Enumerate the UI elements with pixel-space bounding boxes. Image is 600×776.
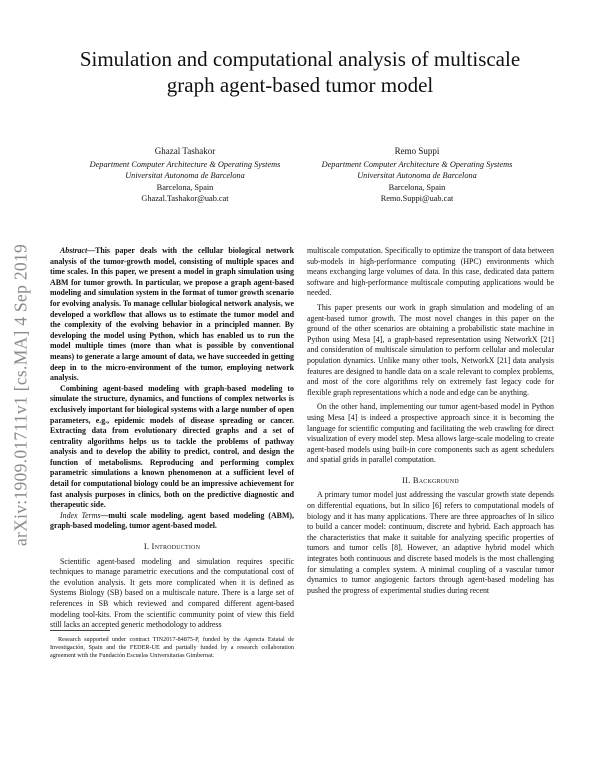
title-line-1: Simulation and computational analysis of multiscale [79, 47, 521, 71]
index-terms [50, 511, 294, 532]
arxiv-sidebar [6, 215, 36, 575]
author-department: Department Computer Architecture & Operating Systems [89, 159, 281, 169]
abstract [50, 246, 294, 384]
body-paragraph: On the other hand, implementing our tumor agent-based model in Python using Mesa [4] is indeed a prospective approach since it is becoming the language for scientific computing and facilitating the web crawling for direct visualization of every model step. Mesa allows large-scale modeling to create agent-based models using built-in core components such as agent schedulers and spatial grids in parallel computation. [307, 402, 554, 465]
footnote: Research supported under contract TIN2017-84875-P, funded by the Agencia Estatal de Investigación, Spain and the FEDER-UE and partially funded by a research collaboration agreement with the Fundación Escuelas Universitarias Gimbernat. [50, 636, 294, 660]
body-paragraph: multiscale computation. Specifically to optimize the transport of data between sub-models in high-performance computing (HPC) environments which means exchanging large volumes of data. In this case, dedicated data pattern software and high-performance multiscale computing applications would be needed. [307, 246, 554, 298]
author-city: Barcelona, Spain [156, 182, 214, 192]
left-column [50, 246, 294, 635]
arxiv-identifier: arXiv:1909.01711v1 [cs.MA] 4 Sep 2019 [10, 243, 31, 547]
index-terms-text: —multi scale modeling, agent based modeling (ABM), graph-based modeling, tumor agent-based model. [50, 510, 294, 531]
author-email: Remo.Suppi@uab.cat [380, 194, 454, 204]
author-block-1 [70, 146, 300, 205]
author-block-2 [302, 146, 532, 205]
author-email: Ghazal.Tashakor@uab.cat [141, 194, 229, 204]
author-department: Department Computer Architecture & Operating Systems [321, 159, 513, 169]
paper-title [40, 46, 560, 98]
section-heading-introduction: I. Introduction [143, 541, 201, 552]
title-line-2: graph agent-based tumor model [166, 73, 434, 97]
abstract-text: —This paper deals with the cellular biological network analysis of the tumor-growth model, consisting of multiple spaces and time scales. In this paper, we present a model in graph simulation using ABM for tumor growth. In particular, we propose a graph agent-based modeling and simulation system in the format of tumor growth scenario for evolving analysis. To manage cellular biological network analysis, we developed a workflow that allows us to estimate the tumor model and the complexity of the evolving behavior in a principled manner. By developing the model using Python, which has enabled us to run the model multiple times (more than what is possible by conventional means) to generate a large amount of data, we have succeeded in getting deep in to the micro-environment of the tumor, employing network analysis. [50, 246, 294, 383]
body-paragraph: This paper presents our work in graph simulation and modeling of an agent-based tumor growth. The most novel changes in this paper on the ground of the other scenarios are obtaining a probabilistic state machine in Python using Mesa [4], a graph-based representation using NetworkX [21] and consideration of multiscale simulation to perform cellular and molecular population dynamics. Unlike many other tools, NetworkX [21] data analysis features are designed to handle data on a scale relevant to complex problems, and most of the core algorithms rely on extremely fast legacy code for flexible graph representations which a node and edge can be anything. [307, 302, 554, 397]
background-paragraph: A primary tumor model just addressing the vascular growth state depends on differential equations, but In silico [6] refers to computational models of biology and it has many applications. There are three approaches of In silico to build a cancer model: continuum, discrete and hybrid. Each approach has the characteristics that make it suitable for analyzing specific properties of tumors and tumor cells [8]. However, an adaptive hybrid model which integrates both continuous and discrete based models is the most challenging for simulating a complex system. A minimal coupling of a vascular tumor dynamics to tumor angiogenic factors through agent-based modeling has pushed the progress of experimental studies during recent [307, 490, 554, 595]
index-terms-label: Index Terms [60, 510, 101, 520]
right-column [307, 246, 554, 600]
author-name: Ghazal Tashakor [154, 146, 216, 156]
footnote-rule [50, 630, 110, 631]
intro-paragraph: Scientific agent-based modeling and simulation requires specific techniques to manage parametric executions and the computational cost of the evolution analysis. It gets more complicated when it is defined as Systems Biology (SB) based on a multiscale nature. There is a large set of references in SB which reviewed and compared different agent-based modeling tool-kits. From the scientific community point of view this field still lacks an accepted generic methodology to address [50, 556, 294, 630]
author-university: Universitat Autonoma de Barcelona [125, 171, 245, 181]
abstract-label: Abstract [60, 246, 88, 255]
abstract-paragraph-2: Combining agent-based modeling with graph-based modeling to simulate the structure, dynamics, and functions of complex networks is exclusively important for biological systems with a large number of open parameters, e.g., epidemic models of disease spreading or cancer. Extracting data from evolutionary directed graphs and a set of centrality algorithms helps us to tackle the problems of pathway analysis and to develop the ability to predict, control, and design the function of metabolisms. Reproducing and performing complex parametric simulations a known phenomenon at a sufficient level of detail for computational biology could be an impressive achievement for fast analysis purposes in clinics, both on the predictive diagnostic and therapeutic side. [50, 383, 294, 510]
author-name: Remo Suppi [394, 146, 440, 156]
author-city: Barcelona, Spain [388, 182, 446, 192]
author-university: Universitat Autonoma de Barcelona [357, 171, 477, 181]
section-heading-background: II. Background [402, 474, 459, 485]
